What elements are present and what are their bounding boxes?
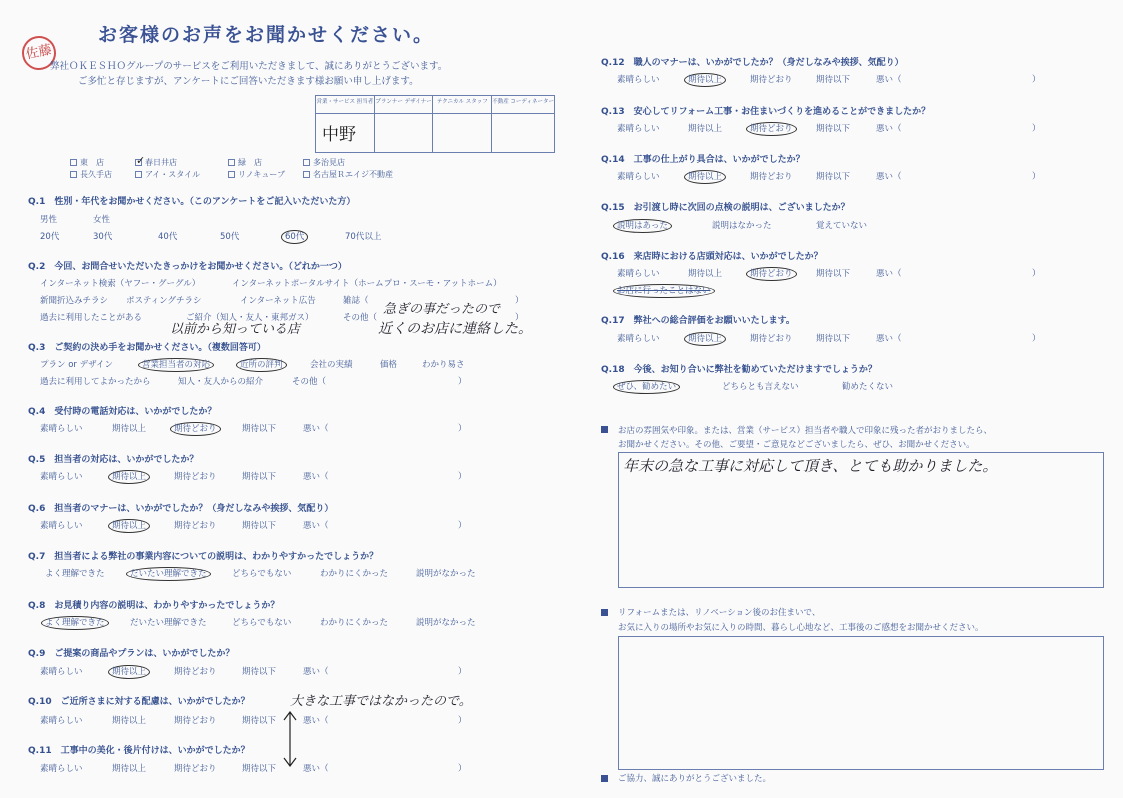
q7-opt-none[interactable]: 説明がなかった bbox=[416, 569, 476, 579]
q2-opt-referral[interactable]: ご紹介（知人・友人・東邦ガス） bbox=[186, 313, 314, 323]
store-renocube[interactable]: リノキューブ bbox=[228, 169, 285, 180]
q6-opt-below[interactable]: 期待以下 bbox=[242, 521, 277, 531]
section1-line-2: お聞かせください。その他、ご要望・ご意見などございましたら、ぜひ、お聞かせください。 bbox=[618, 440, 975, 450]
q2-opt-internet-search[interactable]: インターネット検索（ヤフー・グーグル） bbox=[40, 279, 201, 289]
q9-opt-bad[interactable]: 悪い（ bbox=[303, 667, 329, 677]
q18-opt-neither[interactable]: どちらとも言えない bbox=[722, 382, 799, 392]
staff-header-planner: プランナー デザイナー bbox=[375, 96, 433, 114]
q2-handwritten-past: 以前から知っている店 bbox=[170, 322, 301, 337]
q4-opt-below[interactable]: 期待以下 bbox=[242, 424, 277, 434]
q6-opt-bad[interactable]: 悪い（ bbox=[303, 521, 329, 531]
comment-handwritten: 年末の急な工事に対応して頂き、とても助かりました。 bbox=[623, 457, 998, 475]
staff-header-sales: 営業・サービス 担当者 bbox=[316, 96, 374, 114]
q8-opt-none[interactable]: 説明がなかった bbox=[416, 618, 476, 628]
q10-opt-bad[interactable]: 悪い（ bbox=[303, 716, 329, 726]
q16-opt-bad[interactable]: 悪い（ bbox=[876, 269, 902, 279]
q3-opt-clarity[interactable]: わかり易さ bbox=[422, 360, 465, 370]
q17-title: Q.17 弊社への総合評価をお願いいたします。 bbox=[601, 313, 795, 326]
q3-opt-price[interactable]: 価格 bbox=[380, 360, 398, 370]
q12-title: Q.12 職人のマナーは、いかがでしたか？（身だしなみや挨拶、気配り） bbox=[601, 55, 904, 68]
q14-opt-as-expected[interactable]: 期待どおり bbox=[750, 172, 793, 182]
q17-opt-bad[interactable]: 悪い（ bbox=[876, 334, 902, 344]
q5-title: Q.5 担当者の対応は、いかがでしたか？ bbox=[28, 452, 198, 465]
q10-opt-above[interactable]: 期待以上 bbox=[112, 716, 147, 726]
q4-opt-above[interactable]: 期待以上 bbox=[112, 424, 147, 434]
section1-line-1: お店の雰囲気や印象。または、営業（サービス）担当者や職人で印象に残った者がおりましたら、 bbox=[618, 426, 993, 436]
q3-opt-past-good[interactable]: 過去に利用してよかったから bbox=[40, 377, 151, 387]
q13-opt-bad[interactable]: 悪い（ bbox=[876, 124, 902, 134]
q1-male[interactable]: 男性 bbox=[40, 215, 58, 225]
store-tajimi[interactable]: 多治見店 bbox=[303, 157, 345, 168]
q1-female[interactable]: 女性 bbox=[93, 215, 111, 225]
q10-opt-as-expected[interactable]: 期待どおり bbox=[174, 716, 217, 726]
q3-title: Q.3 ご契約の決め手をお聞かせください。（複数回答可） bbox=[28, 340, 266, 353]
q4-opt-excellent[interactable]: 素晴らしい bbox=[40, 424, 83, 434]
q11-opt-bad[interactable]: 悪い（ bbox=[303, 764, 329, 774]
q13-opt-excellent[interactable]: 素晴らしい bbox=[617, 124, 660, 134]
q16-opt-above[interactable]: 期待以上 bbox=[688, 269, 723, 279]
intro-line-1: 弊社ＯＫＥＳＨＯグループのサービスをご利用いただきまして、誠にありがとうございます。 bbox=[50, 61, 448, 72]
page-title: お客様のお声をお聞かせください。 bbox=[98, 24, 435, 46]
q15-title: Q.15 お引渡し時に次回の点検の説明は、ございましたか？ bbox=[601, 200, 850, 213]
q8-title: Q.8 お見積り内容の説明は、わかりやすかったでしょうか？ bbox=[28, 598, 279, 611]
q8-opt-neither[interactable]: どちらでもない bbox=[232, 618, 292, 628]
q11-opt-excellent[interactable]: 素晴らしい bbox=[40, 764, 83, 774]
impression-box[interactable] bbox=[618, 636, 1104, 770]
q13-opt-as-expected[interactable]: 期待どおり bbox=[750, 122, 793, 134]
q2-magazine-close: ） bbox=[515, 296, 524, 306]
q2-opt-internet-ad[interactable]: インターネット広告 bbox=[240, 296, 316, 306]
q4-opt-bad[interactable]: 悪い（ bbox=[303, 424, 329, 434]
comment-box[interactable] bbox=[618, 452, 1104, 588]
q4-title: Q.4 受付時の電話対応は、いかがでしたか？ bbox=[28, 404, 216, 417]
q2-opt-magazine[interactable]: 雑誌（ bbox=[343, 296, 369, 306]
q16-close: ） bbox=[1032, 269, 1041, 279]
q17-opt-below[interactable]: 期待以下 bbox=[816, 334, 851, 344]
q13-opt-above[interactable]: 期待以上 bbox=[688, 124, 723, 134]
staff-value-realestate[interactable] bbox=[492, 114, 554, 152]
q8-opt-well[interactable]: よく理解できた bbox=[45, 616, 105, 628]
q3-opt-plan[interactable]: プラン or デザイン bbox=[40, 360, 114, 370]
q1-title: Q.1 性別・年代をお聞かせください。（このアンケートをご記入いただいた方） bbox=[28, 194, 355, 207]
q11-opt-above[interactable]: 期待以上 bbox=[112, 764, 147, 774]
q1-age-40s[interactable]: 40代 bbox=[158, 232, 178, 242]
seal-stamp: 佐藤 bbox=[19, 33, 59, 73]
q10-opt-below[interactable]: 期待以下 bbox=[242, 716, 277, 726]
q11-title: Q.11 工事中の美化・後片付けは、いかがでしたか？ bbox=[28, 743, 250, 756]
q10-handwritten: 大きな工事ではなかったので。 bbox=[290, 694, 472, 709]
q4-close: ） bbox=[458, 424, 467, 434]
q7-opt-neither[interactable]: どちらでもない bbox=[232, 569, 292, 579]
checkbox-icon[interactable] bbox=[70, 159, 77, 166]
q15-opt-yes[interactable]: 説明はあった bbox=[617, 219, 668, 231]
q2-handwritten-other: 急ぎの事だったので bbox=[383, 302, 501, 317]
q9-title: Q.9 ご提案の商品やプランは、いかがでしたか？ bbox=[28, 646, 234, 659]
q1-age-70s[interactable]: 70代以上 bbox=[345, 232, 382, 242]
q17-opt-excellent[interactable]: 素晴らしい bbox=[617, 334, 660, 344]
staff-value-sales[interactable]: 中野 bbox=[322, 125, 356, 145]
q10-title: Q.10 ご近所さまに対する配慮は、いかがでしたか？ bbox=[28, 694, 250, 707]
q4-opt-as-expected[interactable]: 期待どおり bbox=[174, 422, 217, 434]
q3-other-close: ） bbox=[458, 377, 467, 387]
handwritten-arrow-icon bbox=[282, 710, 298, 770]
q6-close: ） bbox=[458, 521, 467, 531]
q6-opt-above[interactable]: 期待以上 bbox=[112, 519, 146, 531]
q2-opt-other[interactable]: その他（ bbox=[343, 313, 378, 323]
intro-line-2: ご多忙と存じますが、アンケートにご回答いただきます様お願い申し上げます。 bbox=[78, 76, 419, 87]
checkbox-checked-icon[interactable] bbox=[135, 159, 142, 166]
q9-opt-excellent[interactable]: 素晴らしい bbox=[40, 667, 83, 677]
q5-opt-bad[interactable]: 悪い（ bbox=[303, 472, 329, 482]
q5-opt-as-expected[interactable]: 期待どおり bbox=[174, 472, 217, 482]
q16-opt-excellent[interactable]: 素晴らしい bbox=[617, 269, 660, 279]
q1-age-30s[interactable]: 30代 bbox=[93, 232, 113, 242]
q13-title: Q.13 安心してリフォーム工事・お住まいづくりを進めることができましたか？ bbox=[601, 104, 930, 117]
q16-opt-never-visited[interactable]: お店に行ったことはない bbox=[617, 284, 711, 296]
q15-opt-dont-remember[interactable]: 覚えていない bbox=[816, 221, 868, 231]
q12-opt-below[interactable]: 期待以下 bbox=[816, 75, 851, 85]
q11-opt-as-expected[interactable]: 期待どおり bbox=[174, 764, 217, 774]
q12-opt-bad[interactable]: 悪い（ bbox=[876, 75, 902, 85]
staff-header-realestate: 不動産 コーディネーター bbox=[492, 96, 554, 114]
q5-opt-above[interactable]: 期待以上 bbox=[112, 470, 146, 482]
q9-opt-above[interactable]: 期待以上 bbox=[112, 665, 146, 677]
q11-opt-below[interactable]: 期待以下 bbox=[242, 764, 277, 774]
q8-opt-mostly[interactable]: だいたい理解できた bbox=[130, 618, 207, 628]
q1-age-60s[interactable]: 60代 bbox=[285, 230, 304, 242]
q7-opt-unclear[interactable]: わかりにくかった bbox=[320, 569, 389, 579]
q7-opt-mostly[interactable]: だいたい理解できた bbox=[130, 567, 207, 579]
q3-opt-other[interactable]: その他（ bbox=[292, 377, 327, 387]
q2-opt-portal[interactable]: インターネットポータルサイト（ホームプロ・スーモ・アットホーム） bbox=[232, 279, 502, 289]
q15-opt-no[interactable]: 説明はなかった bbox=[712, 221, 772, 231]
q7-opt-well[interactable]: よく理解できた bbox=[45, 569, 105, 579]
section2-line-1: リフォームまたは、リノベーション後のお住まいで、 bbox=[618, 608, 821, 618]
staff-value-technical[interactable] bbox=[433, 114, 491, 152]
checkbox-icon[interactable] bbox=[303, 159, 310, 166]
q16-opt-below[interactable]: 期待以下 bbox=[816, 269, 851, 279]
staff-table bbox=[315, 95, 555, 153]
q14-opt-above[interactable]: 期待以上 bbox=[688, 170, 722, 182]
q7-title: Q.7 担当者による弊社の事業内容についての説明は、わかりやすかったでしょうか？ bbox=[28, 549, 378, 562]
q9-opt-below[interactable]: 期待以下 bbox=[242, 667, 277, 677]
q9-opt-as-expected[interactable]: 期待どおり bbox=[174, 667, 217, 677]
q10-opt-excellent[interactable]: 素晴らしい bbox=[40, 716, 83, 726]
q1-age-20s[interactable]: 20代 bbox=[40, 232, 60, 242]
q13-opt-below[interactable]: 期待以下 bbox=[816, 124, 851, 134]
q17-opt-above[interactable]: 期待以上 bbox=[688, 332, 722, 344]
q6-opt-excellent[interactable]: 素晴らしい bbox=[40, 521, 83, 531]
q5-opt-excellent[interactable]: 素晴らしい bbox=[40, 472, 83, 482]
q16-opt-as-expected[interactable]: 期待どおり bbox=[750, 267, 793, 279]
q2-opt-past-use[interactable]: 過去に利用したことがある bbox=[40, 313, 143, 323]
footer-thanks: ご協力、誠にありがとうございました。 bbox=[618, 774, 772, 784]
q10-close: ） bbox=[458, 716, 467, 726]
q1-age-50s[interactable]: 50代 bbox=[220, 232, 240, 242]
store-istyle[interactable]: アイ・スタイル bbox=[135, 169, 200, 180]
q17-close: ） bbox=[1032, 334, 1041, 344]
q2-opt-newspaper[interactable]: 新聞折込みチラシ bbox=[40, 296, 109, 306]
q17-opt-as-expected[interactable]: 期待どおり bbox=[750, 334, 793, 344]
q13-close: ） bbox=[1032, 124, 1041, 134]
q5-close: ） bbox=[458, 472, 467, 482]
q18-opt-not-recommend[interactable]: 勧めたくない bbox=[842, 382, 894, 392]
checkbox-icon[interactable] bbox=[228, 159, 235, 166]
checkbox-icon[interactable] bbox=[135, 171, 142, 178]
store-nagakute[interactable]: 長久手店 bbox=[70, 169, 112, 180]
q12-opt-as-expected[interactable]: 期待どおり bbox=[750, 75, 793, 85]
q18-title: Q.18 今後、お知り合いに弊社を勧めていただけますでしょうか？ bbox=[601, 362, 877, 375]
q3-opt-sales-rep[interactable]: 営業担当者の対応 bbox=[142, 358, 210, 370]
q8-opt-unclear[interactable]: わかりにくかった bbox=[320, 618, 389, 628]
q3-opt-track-record[interactable]: 会社の実績 bbox=[310, 360, 353, 370]
q2-title: Q.2 今回、お問合せいただいたきっかけをお聞かせください。（どれか一つ） bbox=[28, 259, 347, 272]
checkbox-icon[interactable] bbox=[228, 171, 235, 178]
section2-line-2: お気に入りの場所やお気に入りの時間、暮らし心地など、工事後のご感想をお聞かせください。 bbox=[618, 623, 984, 633]
section-marker-icon bbox=[601, 426, 608, 433]
store-midori[interactable]: 緑 店 bbox=[228, 157, 262, 168]
q2-handwritten-other-2: 近くのお店に連絡した。 bbox=[378, 321, 532, 337]
q16-title: Q.16 来店時における店頭対応は、いかがでしたか？ bbox=[601, 249, 823, 262]
q14-opt-excellent[interactable]: 素晴らしい bbox=[617, 172, 660, 182]
q2-opt-posting[interactable]: ポスティングチラシ bbox=[126, 296, 202, 306]
store-nagoya-r-age[interactable]: 名古屋Ｒエイジ不動産 bbox=[303, 169, 393, 180]
checkbox-icon[interactable] bbox=[303, 171, 310, 178]
q6-title: Q.6 担当者のマナーは、いかがでしたか？（身だしなみや挨拶、気配り） bbox=[28, 501, 333, 514]
q12-opt-above[interactable]: 期待以上 bbox=[688, 73, 722, 85]
q18-opt-recommend[interactable]: ぜひ、勧めたい bbox=[617, 380, 676, 392]
staff-value-planner[interactable] bbox=[375, 114, 433, 152]
q11-close: ） bbox=[458, 764, 467, 774]
q3-opt-reputation[interactable]: 近所の評判 bbox=[240, 358, 283, 370]
q6-opt-as-expected[interactable]: 期待どおり bbox=[174, 521, 217, 531]
section-marker-icon bbox=[601, 775, 608, 782]
q12-close: ） bbox=[1032, 75, 1041, 85]
q3-opt-referral[interactable]: 知人・友人からの紹介 bbox=[178, 377, 264, 387]
store-kasugai[interactable]: ✓ 春日井店 bbox=[135, 157, 177, 168]
staff-header-technical: テクニカル スタッフ bbox=[433, 96, 491, 114]
q9-close: ） bbox=[458, 667, 467, 677]
q2-other-close: ） bbox=[515, 313, 524, 323]
q12-opt-excellent[interactable]: 素晴らしい bbox=[617, 75, 660, 85]
store-east[interactable]: 東 店 bbox=[70, 157, 104, 168]
checkbox-icon[interactable] bbox=[70, 171, 77, 178]
q14-close: ） bbox=[1032, 172, 1041, 182]
q14-opt-below[interactable]: 期待以下 bbox=[816, 172, 851, 182]
q14-opt-bad[interactable]: 悪い（ bbox=[876, 172, 902, 182]
section-marker-icon bbox=[601, 609, 608, 616]
q14-title: Q.14 工事の仕上がり具合は、いかがでしたか？ bbox=[601, 152, 805, 165]
q5-opt-below[interactable]: 期待以下 bbox=[242, 472, 277, 482]
